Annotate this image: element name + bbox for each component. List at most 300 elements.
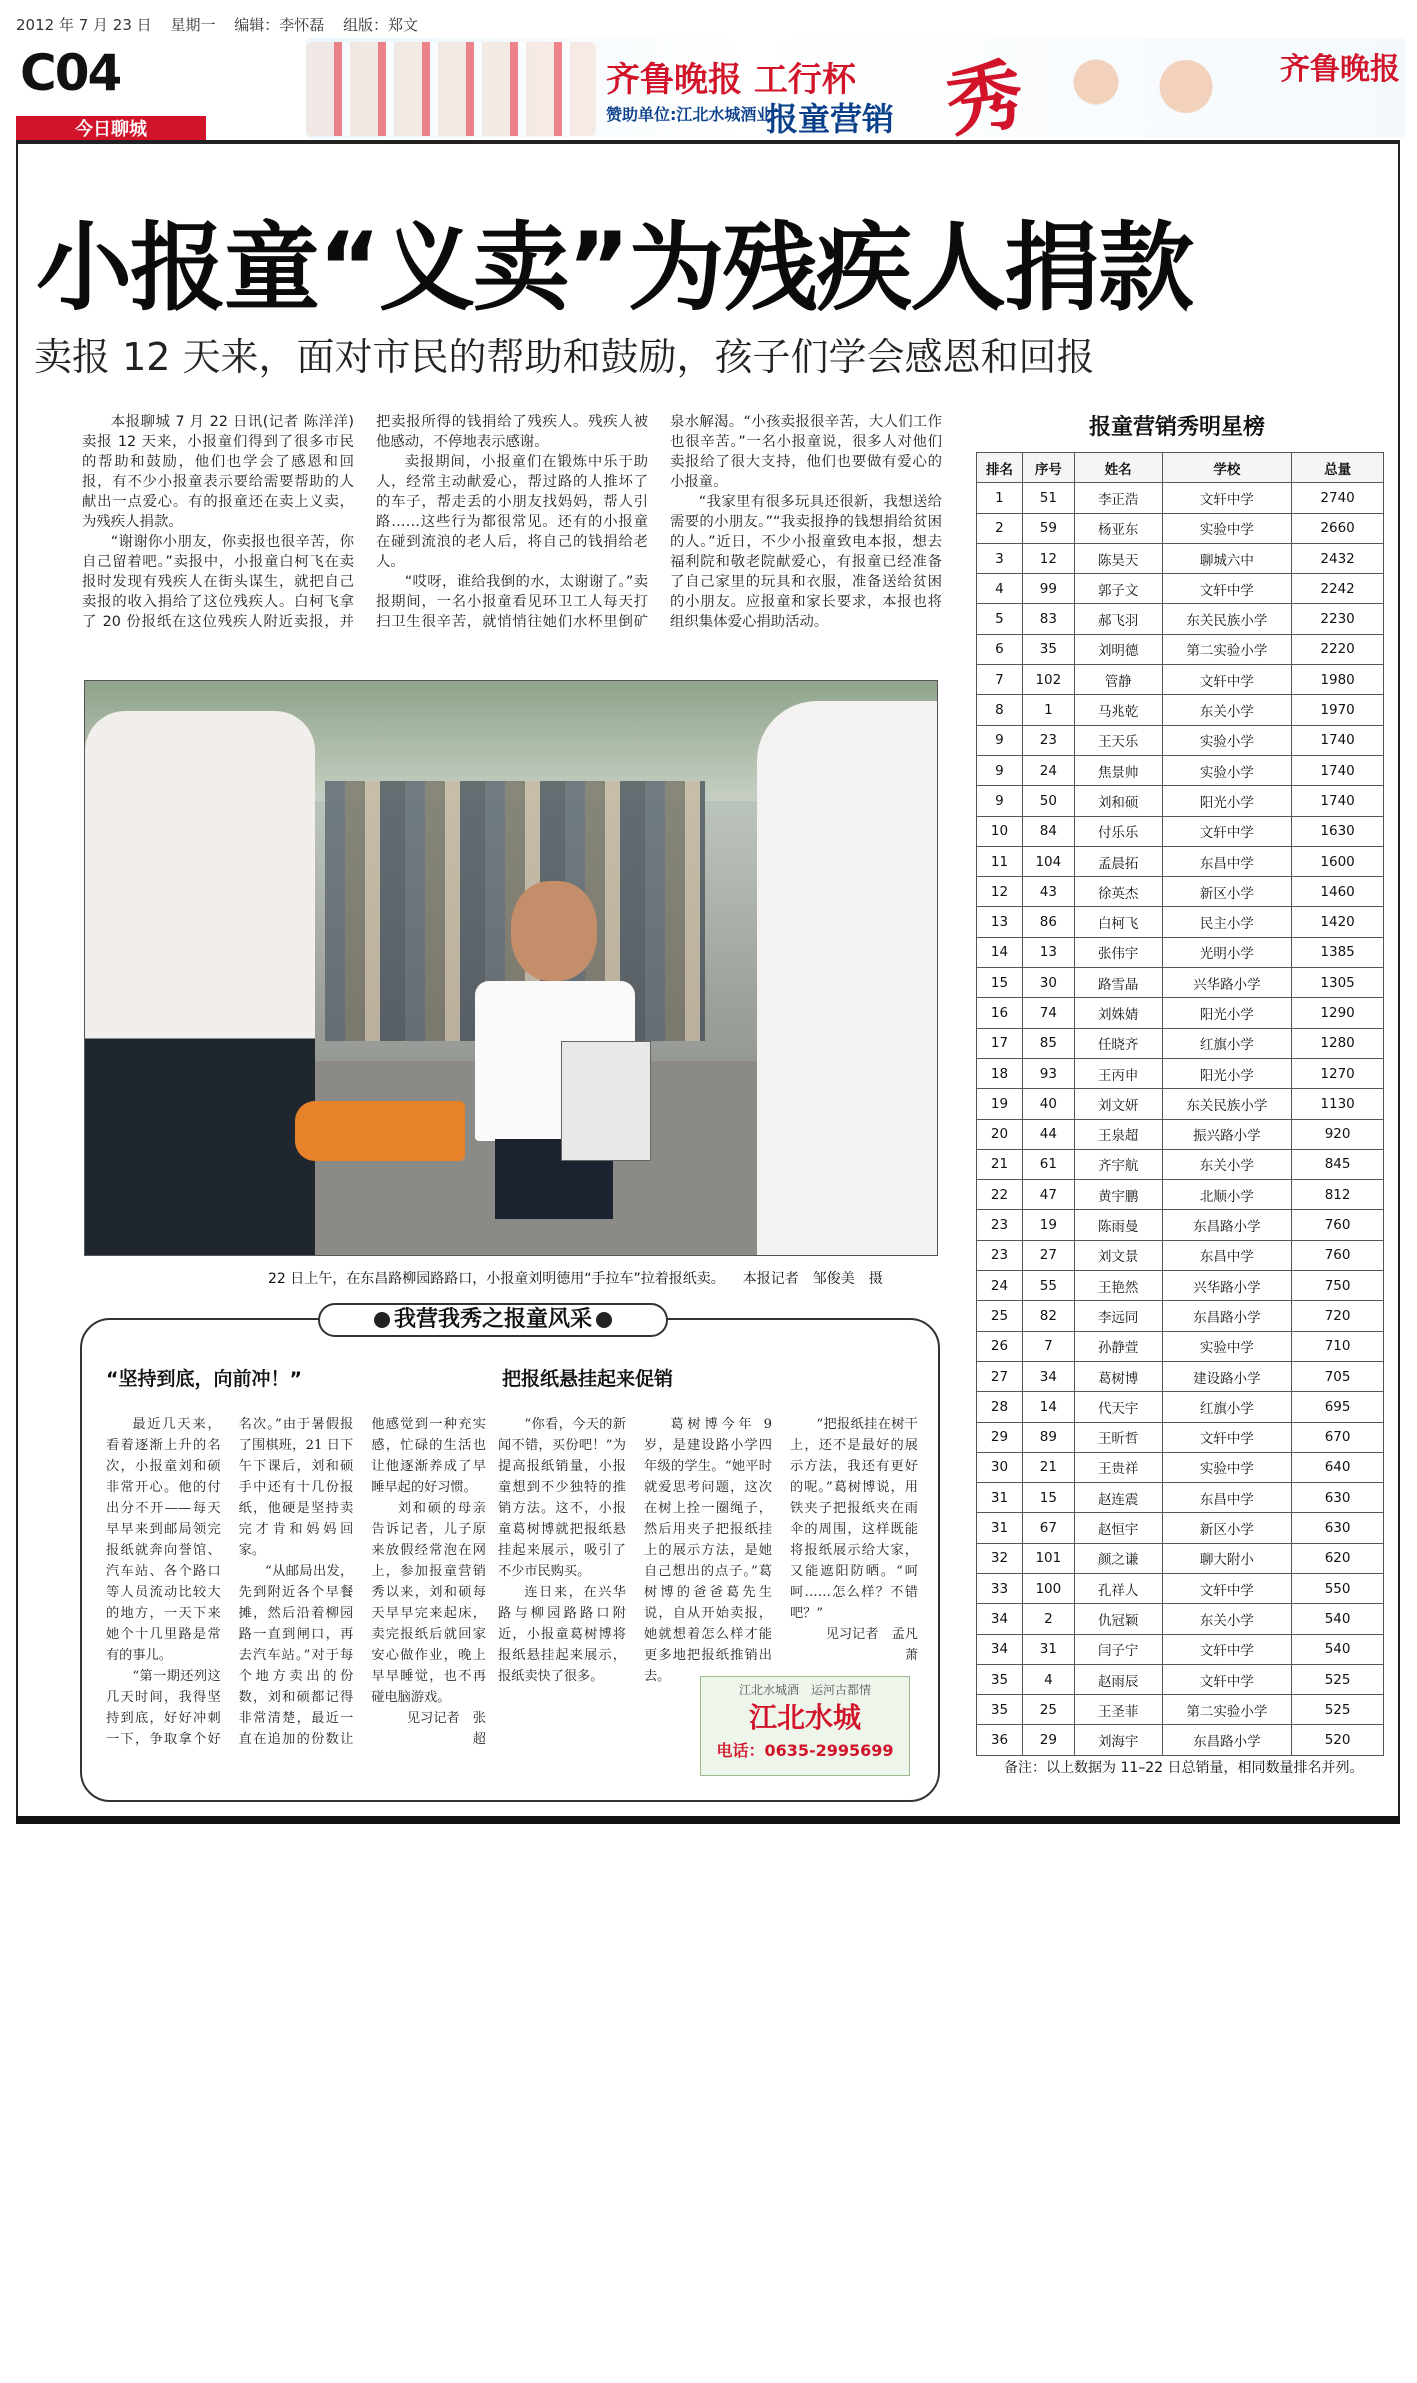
table-cell: 670 — [1292, 1422, 1384, 1452]
table-cell: 25 — [977, 1301, 1023, 1331]
table-cell: 4 — [977, 574, 1023, 604]
table-cell: 北顺小学 — [1162, 1180, 1292, 1210]
bullet-icon — [374, 1312, 390, 1328]
table-row — [977, 998, 1384, 1028]
table-row — [977, 907, 1384, 937]
table-row — [977, 937, 1384, 967]
table-cell: 750 — [1292, 1271, 1384, 1301]
table-cell: 1 — [977, 483, 1023, 513]
table-cell: 刘文景 — [1074, 1240, 1162, 1270]
table-cell: 104 — [1022, 846, 1074, 876]
table-cell: 20 — [977, 1119, 1023, 1149]
story-paragraph: “你看，今天的新闻不错，买份吧！”为提高报纸销量，小报童想到不少独特的推销方法。这不，小报童葛树博就把报纸悬挂起来展示，吸引了不少市民购买。 — [498, 1417, 626, 1579]
col-header-name: 姓名 — [1074, 453, 1162, 483]
col-header-school: 学校 — [1162, 453, 1292, 483]
banner-sponsor: 赞助单位:江北水城酒业 — [606, 105, 773, 124]
banner-slogan: 报童营销 — [766, 100, 895, 138]
table-cell: 文轩中学 — [1162, 665, 1292, 695]
table-cell: 30 — [1022, 968, 1074, 998]
table-cell: 齐宇航 — [1074, 1149, 1162, 1179]
banner-kids-photo — [306, 42, 596, 136]
table-row — [977, 1634, 1384, 1664]
table-cell: 550 — [1292, 1573, 1384, 1603]
photo-caption — [250, 1268, 883, 1288]
story1-title: “坚持到底，向前冲！” — [106, 1368, 302, 1390]
table-cell: 50 — [1022, 786, 1074, 816]
table-cell: 东昌路小学 — [1162, 1725, 1292, 1755]
table-cell: 聊大附小 — [1162, 1543, 1292, 1573]
banner-calligraphy: 秀 — [941, 49, 1029, 148]
table-row — [977, 1210, 1384, 1240]
story-paragraph: 刘和硕的母亲告诉记者，儿子原来放假经常泡在网上，参加报童营销秀以来，刘和硕每天早早完来起床，卖完报纸后就回家安心做作业，晚上早早睡觉，也不再碰电脑游戏。 — [371, 1501, 486, 1705]
table-cell: 王丙申 — [1074, 1058, 1162, 1088]
table-cell: 赵连震 — [1074, 1483, 1162, 1513]
table-cell: 32 — [977, 1543, 1023, 1573]
table-cell: 920 — [1292, 1119, 1384, 1149]
story2-byline: 见习记者 孟凡萧 — [825, 1627, 918, 1663]
table-cell: 郭子文 — [1074, 574, 1162, 604]
table-cell: 23 — [977, 1210, 1023, 1240]
table-cell: 34 — [977, 1634, 1023, 1664]
table-cell: 东昌中学 — [1162, 1483, 1292, 1513]
table-cell: 东昌中学 — [1162, 846, 1292, 876]
table-cell: 王圣菲 — [1074, 1695, 1162, 1725]
story-paragraph: 连日来，在兴华路与柳园路路口附近，小报童葛树博将报纸悬挂起来展示，报纸卖快了很多。 — [498, 1585, 626, 1684]
ranking-title: 报童营销秀明星榜 — [1088, 415, 1265, 440]
table-cell: 杨亚东 — [1074, 513, 1162, 543]
table-cell: 1740 — [1292, 755, 1384, 785]
table-row — [977, 1240, 1384, 1270]
table-cell: 东关民族小学 — [1162, 604, 1292, 634]
table-cell: 东关小学 — [1162, 1604, 1292, 1634]
table-cell: 管静 — [1074, 665, 1162, 695]
sponsor-ad — [700, 1676, 910, 1776]
table-cell: 82 — [1022, 1301, 1074, 1331]
table-cell: 文轩中学 — [1162, 1422, 1292, 1452]
table-cell: 1980 — [1292, 665, 1384, 695]
table-cell: 710 — [1292, 1331, 1384, 1361]
table-cell: 14 — [1022, 1392, 1074, 1422]
table-cell: 24 — [977, 1271, 1023, 1301]
table-cell: 王贵祥 — [1074, 1452, 1162, 1482]
table-row — [977, 1604, 1384, 1634]
table-row — [977, 1483, 1384, 1513]
table-cell: 31 — [1022, 1634, 1074, 1664]
table-cell: 任晓齐 — [1074, 1028, 1162, 1058]
table-cell: 黄宇鹏 — [1074, 1180, 1162, 1210]
table-note: 备注：以上数据为 11–22 日总销量，相同数量排名并列。 — [1004, 1760, 1364, 1776]
table-cell: 19 — [1022, 1210, 1074, 1240]
table-cell: 30 — [977, 1452, 1023, 1482]
table-cell: 23 — [977, 1240, 1023, 1270]
table-cell: 2 — [977, 513, 1023, 543]
table-cell: 东关民族小学 — [1162, 1089, 1292, 1119]
col-header-number: 序号 — [1022, 453, 1074, 483]
table-cell: 陈雨曼 — [1074, 1210, 1162, 1240]
table-cell: 东关小学 — [1162, 1149, 1292, 1179]
table-row — [977, 786, 1384, 816]
table-cell: 1385 — [1292, 937, 1384, 967]
table-cell: 36 — [977, 1725, 1023, 1755]
story-paragraph: “把报纸挂在树干上，还不是最好的展示方法，我还有更好的呢。”葛树博说，用铁夹子把报纸夹在雨伞的周围，这样既能将报纸展示给大家，又能遮阳防晒。“呵呵……怎么样？不错吧？” — [790, 1417, 918, 1621]
table-row — [977, 755, 1384, 785]
table-cell: 27 — [1022, 1240, 1074, 1270]
table-cell: 83 — [1022, 604, 1074, 634]
table-cell: 760 — [1292, 1240, 1384, 1270]
table-cell: 刘文妍 — [1074, 1089, 1162, 1119]
table-cell: 25 — [1022, 1695, 1074, 1725]
ranking-table — [976, 452, 1384, 1756]
table-row — [977, 1361, 1384, 1391]
table-row — [977, 877, 1384, 907]
table-cell: 7 — [1022, 1331, 1074, 1361]
table-row — [977, 1058, 1384, 1088]
table-cell: 520 — [1292, 1725, 1384, 1755]
table-cell: 19 — [977, 1089, 1023, 1119]
table-cell: 6 — [977, 634, 1023, 664]
table-cell: 孙静萱 — [1074, 1331, 1162, 1361]
table-cell: 3 — [977, 543, 1023, 573]
table-cell: 540 — [1292, 1634, 1384, 1664]
table-cell: 34 — [1022, 1361, 1074, 1391]
table-row — [977, 513, 1384, 543]
bullet-icon — [596, 1312, 612, 1328]
table-row — [977, 1331, 1384, 1361]
table-cell: 马兆乾 — [1074, 695, 1162, 725]
table-cell: 760 — [1292, 1210, 1384, 1240]
article-paragraph: 卖报期间，小报童们在锻炼中乐于助人，经常主动献爱心，帮过路的人推坏了的车子，帮走丢的小朋友找妈妈，帮人引路……这些行为都很常见。还有的小报童在碰到流浪的老人后，将自己的钱捐给老人。 — [376, 454, 648, 570]
table-row — [977, 1422, 1384, 1452]
table-cell: 27 — [977, 1361, 1023, 1391]
ranking-table-body — [977, 483, 1384, 1755]
table-cell: 阳光小学 — [1162, 786, 1292, 816]
table-cell: 1290 — [1292, 998, 1384, 1028]
table-cell: 640 — [1292, 1452, 1384, 1482]
table-cell: 2220 — [1292, 634, 1384, 664]
table-cell: 12 — [1022, 543, 1074, 573]
table-cell: 705 — [1292, 1361, 1384, 1391]
table-cell: 仇冠颖 — [1074, 1604, 1162, 1634]
article-paragraph: 本报聊城 7 月 22 日讯(记者 陈洋洋) 卖报 12 天来，小报童们得到了很多市民的帮助和鼓励，他们也学会了感恩和回报，有不少小报童表示要给需要帮助的人献出一点爱心。有的报童还在卖上义卖，为残疾人捐款。 — [82, 414, 354, 530]
table-row — [977, 634, 1384, 664]
table-cell: 525 — [1292, 1664, 1384, 1694]
caption-text: 22 日上午，在东昌路柳园路路口，小报童刘明德用“手拉车”拉着报纸卖。 — [268, 1271, 725, 1287]
table-cell: 540 — [1292, 1604, 1384, 1634]
table-row — [977, 665, 1384, 695]
table-cell: 2 — [1022, 1604, 1074, 1634]
table-cell: 文轩中学 — [1162, 1573, 1292, 1603]
story-paragraph: “第一期还列这几天时间，我得坚持到底，好好冲刺一下，争取拿个好名次。”由于暑假报了围棋班，21 日下午下课后，刘和硕手中还有十几份报纸，他硬是坚持卖完才肯和妈妈回家。 — [106, 1417, 354, 1747]
table-cell: 31 — [977, 1513, 1023, 1543]
table-cell: 16 — [977, 998, 1023, 1028]
story-paragraph: 葛树博今年 9 岁，是建设路小学四年级的学生。“她平时就爱思考问题，这次在树上拴一圈绳子，然后用夹子把报纸挂上的展示方法，是她自己想出的点子。”葛树博的爸爸葛先生说，自从开始卖报，她就想着怎么样才能更多地把报纸推销出去。 — [644, 1417, 772, 1684]
col-header-total: 总量 — [1292, 453, 1384, 483]
table-cell: 21 — [977, 1149, 1023, 1179]
photo-credit: 本报记者 邹俊美 摄 — [742, 1271, 883, 1287]
table-cell: 白柯飞 — [1074, 907, 1162, 937]
table-cell: 5 — [977, 604, 1023, 634]
ad-phone: 电话：0635-2995699 — [716, 1741, 894, 1760]
table-cell: 21 — [1022, 1452, 1074, 1482]
table-cell: 代天宇 — [1074, 1392, 1162, 1422]
table-row — [977, 968, 1384, 998]
table-cell: 22 — [977, 1180, 1023, 1210]
table-cell: 8 — [977, 695, 1023, 725]
table-cell: 35 — [977, 1695, 1023, 1725]
table-cell: 23 — [1022, 725, 1074, 755]
table-cell: 2740 — [1292, 483, 1384, 513]
table-cell: 11 — [977, 846, 1023, 876]
table-row — [977, 1725, 1384, 1755]
table-row — [977, 1301, 1384, 1331]
table-row — [977, 695, 1384, 725]
table-cell: 31 — [977, 1483, 1023, 1513]
table-cell: 1740 — [1292, 786, 1384, 816]
table-cell: 第二实验小学 — [1162, 1695, 1292, 1725]
table-row — [977, 574, 1384, 604]
campaign-banner — [306, 38, 1406, 148]
table-cell: 55 — [1022, 1271, 1074, 1301]
col-header-rank: 排名 — [977, 453, 1023, 483]
table-cell: 695 — [1292, 1392, 1384, 1422]
table-cell: 1630 — [1292, 816, 1384, 846]
ad-slogan: 江北水城酒 运河古都情 — [738, 1683, 871, 1697]
table-cell: 14 — [977, 937, 1023, 967]
table-cell: 24 — [1022, 755, 1074, 785]
table-row — [977, 543, 1384, 573]
table-row — [977, 1513, 1384, 1543]
table-cell: 文轩中学 — [1162, 483, 1292, 513]
table-cell: 61 — [1022, 1149, 1074, 1179]
table-row — [977, 846, 1384, 876]
newsboy-head — [511, 881, 597, 981]
table-cell: 29 — [1022, 1725, 1074, 1755]
table-cell: 74 — [1022, 998, 1074, 1028]
table-cell: 陈昊天 — [1074, 543, 1162, 573]
table-row — [977, 1089, 1384, 1119]
table-row — [977, 1573, 1384, 1603]
table-cell: 89 — [1022, 1422, 1074, 1452]
feature-title-text: 我营我秀之报童风采 — [393, 1307, 592, 1332]
table-cell: 51 — [1022, 483, 1074, 513]
table-cell: 文轩中学 — [1162, 816, 1292, 846]
table-cell: 102 — [1022, 665, 1074, 695]
table-row — [977, 1392, 1384, 1422]
table-cell: 1460 — [1292, 877, 1384, 907]
table-cell: 1420 — [1292, 907, 1384, 937]
table-row — [977, 1119, 1384, 1149]
newspaper-masthead: 齐鲁晚报 — [1280, 52, 1400, 87]
article-paragraph: “我家里有很多玩具还很新，我想送给需要的小朋友。”“我卖报挣的钱想捐给贫困的人。”近日，不少小报童致电本报，想去福利院和敬老院献爱心，有报童已经准备了自己家里的玩具和衣服，准备送给贫困的小朋友。应报童和家长要求，本报也将组织集体爱心捐助活动。 — [670, 494, 942, 630]
table-cell: 9 — [977, 725, 1023, 755]
photo-newsboy — [465, 881, 635, 1251]
table-cell: 29 — [977, 1422, 1023, 1452]
article-paragraph: “哎呀，谁给我倒的水，太谢谢了。”卖报期间，一名小报童看见环卫工人每天打扫卫生很辛苦，就悄悄往她们水杯里倒矿泉水解渴。“小孩卖报很辛苦，大人们工作也很辛苦。”一名小报童说，很多人对他们卖报给了很大支持，他们也要做有爱心的小报童。 — [376, 414, 942, 630]
issue-date: 2012 年 7 月 23 日 — [16, 16, 152, 34]
table-row — [977, 604, 1384, 634]
table-cell: 85 — [1022, 1028, 1074, 1058]
table-cell: 付乐乐 — [1074, 816, 1162, 846]
table-row — [977, 816, 1384, 846]
table-cell: 812 — [1292, 1180, 1384, 1210]
story-paragraph: 最近几天来，看着逐渐上升的名次，小报童刘和硕非常开心。他的付出分不开——每天早早来到邮局领完报纸就奔向誉馆、汽车站、各个路口等人员流动比较大的地方，一天下来她个十几里路是常有的事儿。 — [106, 1417, 221, 1663]
table-header-row — [977, 453, 1384, 483]
table-cell: 东关小学 — [1162, 695, 1292, 725]
article-paragraph: “谢谢你小朋友，你卖报也很辛苦，你自己留着吧。”卖报中，小报童白柯飞在卖报时发现有残疾人在街头谋生，就把自己卖报的收入捐给了这位残疾人。白柯飞拿了 20 份报纸在这位残疾人附近卖报，并把卖报所得的钱捐给了残疾人。残疾人被他感动，不停地表示感谢。 — [82, 414, 648, 630]
table-cell: 赵恒宇 — [1074, 1513, 1162, 1543]
table-cell: 张伟宇 — [1074, 937, 1162, 967]
table-cell: 闫子宁 — [1074, 1634, 1162, 1664]
table-cell: 13 — [977, 907, 1023, 937]
table-cell: 2660 — [1292, 513, 1384, 543]
photo-adult-right — [757, 701, 937, 1256]
table-cell: 刘姝婧 — [1074, 998, 1162, 1028]
table-cell: 1270 — [1292, 1058, 1384, 1088]
subheadline: 卖报 12 天来，面对市民的帮助和鼓励，孩子们学会感恩和回报 — [34, 335, 1095, 379]
table-cell: 630 — [1292, 1483, 1384, 1513]
table-cell: 兴华路小学 — [1162, 1271, 1292, 1301]
table-cell: 26 — [977, 1331, 1023, 1361]
table-cell: 焦景帅 — [1074, 755, 1162, 785]
table-cell: 1600 — [1292, 846, 1384, 876]
table-cell: 4 — [1022, 1664, 1074, 1694]
photo-adult-left — [85, 711, 315, 1256]
story-paragraph: “从邮局出发，先到附近各个早餐摊，然后沿着柳园路一直到闸口，再去汽车站。”对于每个地方卖出的份数，刘和硕都记得非常清楚，最近一直在追加的份数让他感觉到一种充实感，忙碌的生活也让他逐渐养成了早睡早起的好习惯。 — [238, 1417, 486, 1747]
table-cell: 阳光小学 — [1162, 1058, 1292, 1088]
feature-box-title — [318, 1303, 668, 1337]
page-header — [16, 34, 1400, 148]
frame-bottom-rule — [16, 1816, 1400, 1824]
ad-brand: 江北水城 — [748, 1701, 861, 1734]
table-cell: 1280 — [1292, 1028, 1384, 1058]
table-cell: 文轩中学 — [1162, 1664, 1292, 1694]
table-cell: 9 — [977, 755, 1023, 785]
table-cell: 刘和硕 — [1074, 786, 1162, 816]
table-cell: 新区小学 — [1162, 1513, 1292, 1543]
story1-body — [106, 1414, 486, 1804]
table-cell: 红旗小学 — [1162, 1028, 1292, 1058]
table-cell: 18 — [977, 1058, 1023, 1088]
table-cell: 47 — [1022, 1180, 1074, 1210]
table-cell: 王艳然 — [1074, 1271, 1162, 1301]
table-cell: 2432 — [1292, 543, 1384, 573]
table-cell: 7 — [977, 665, 1023, 695]
table-cell: 文轩中学 — [1162, 1634, 1292, 1664]
ranking-table-wrap — [976, 452, 1384, 1756]
table-cell: 王泉超 — [1074, 1119, 1162, 1149]
table-cell: 红旗小学 — [1162, 1392, 1292, 1422]
table-cell: 13 — [1022, 937, 1074, 967]
table-cell: 徐英杰 — [1074, 877, 1162, 907]
table-row — [977, 1180, 1384, 1210]
table-cell: 第二实验小学 — [1162, 634, 1292, 664]
news-photo — [84, 680, 938, 1256]
table-cell: 路雪晶 — [1074, 968, 1162, 998]
table-cell: 86 — [1022, 907, 1074, 937]
editor-credit: 编辑：李怀磊 — [234, 16, 325, 34]
table-cell: 葛树博 — [1074, 1361, 1162, 1391]
banner-children-photo — [1036, 46, 1236, 136]
table-cell: 40 — [1022, 1089, 1074, 1119]
table-cell: 15 — [1022, 1483, 1074, 1513]
table-row — [977, 1028, 1384, 1058]
table-row — [977, 1695, 1384, 1725]
table-cell: 文轩中学 — [1162, 574, 1292, 604]
table-cell: 东昌中学 — [1162, 1240, 1292, 1270]
table-cell: 刘明德 — [1074, 634, 1162, 664]
table-row — [977, 1149, 1384, 1179]
table-row — [977, 1543, 1384, 1573]
table-cell: 1740 — [1292, 725, 1384, 755]
table-cell: 建设路小学 — [1162, 1361, 1292, 1391]
story1-byline: 见习记者 张超 — [406, 1711, 486, 1747]
table-cell: 100 — [1022, 1573, 1074, 1603]
table-cell: 郝飞羽 — [1074, 604, 1162, 634]
table-cell: 东昌路小学 — [1162, 1301, 1292, 1331]
table-cell: 630 — [1292, 1513, 1384, 1543]
headline: 小报童“义卖”为残疾人捐款 — [36, 212, 1193, 324]
table-cell: 赵雨辰 — [1074, 1664, 1162, 1694]
table-cell: 1130 — [1292, 1089, 1384, 1119]
table-cell: 15 — [977, 968, 1023, 998]
table-cell: 2230 — [1292, 604, 1384, 634]
table-cell: 720 — [1292, 1301, 1384, 1331]
table-cell: 王昕哲 — [1074, 1422, 1162, 1452]
layout-credit: 组版：郑文 — [343, 16, 419, 34]
table-row — [977, 483, 1384, 513]
table-cell: 新区小学 — [1162, 877, 1292, 907]
table-cell: 孟晨拓 — [1074, 846, 1162, 876]
table-cell: 12 — [977, 877, 1023, 907]
table-cell: 1 — [1022, 695, 1074, 725]
table-cell: 620 — [1292, 1543, 1384, 1573]
table-row — [977, 1271, 1384, 1301]
table-cell: 84 — [1022, 816, 1074, 846]
table-cell: 93 — [1022, 1058, 1074, 1088]
table-cell: 实验小学 — [1162, 725, 1292, 755]
table-cell: 实验中学 — [1162, 513, 1292, 543]
table-cell: 民主小学 — [1162, 907, 1292, 937]
banner-brand-text: 齐鲁晚报 工行杯 — [606, 60, 856, 100]
table-row — [977, 725, 1384, 755]
table-cell: 实验中学 — [1162, 1331, 1292, 1361]
table-cell: 17 — [977, 1028, 1023, 1058]
table-cell: 1305 — [1292, 968, 1384, 998]
newsboy-newspapers — [561, 1041, 651, 1161]
page-meta — [16, 14, 432, 35]
table-cell: 59 — [1022, 513, 1074, 543]
table-cell: 67 — [1022, 1513, 1074, 1543]
table-cell: 东昌路小学 — [1162, 1210, 1292, 1240]
table-cell: 颜之谦 — [1074, 1543, 1162, 1573]
table-cell: 9 — [977, 786, 1023, 816]
table-cell: 李正浩 — [1074, 483, 1162, 513]
table-row — [977, 1664, 1384, 1694]
page-code: C04 — [20, 44, 121, 102]
table-cell: 2242 — [1292, 574, 1384, 604]
table-cell: 10 — [977, 816, 1023, 846]
table-cell: 聊城六中 — [1162, 543, 1292, 573]
table-cell: 光明小学 — [1162, 937, 1292, 967]
table-cell: 35 — [977, 1664, 1023, 1694]
table-cell: 99 — [1022, 574, 1074, 604]
table-cell: 28 — [977, 1392, 1023, 1422]
table-cell: 阳光小学 — [1162, 998, 1292, 1028]
table-cell: 兴华路小学 — [1162, 968, 1292, 998]
table-cell: 实验中学 — [1162, 1452, 1292, 1482]
table-cell: 35 — [1022, 634, 1074, 664]
main-article — [82, 412, 942, 672]
